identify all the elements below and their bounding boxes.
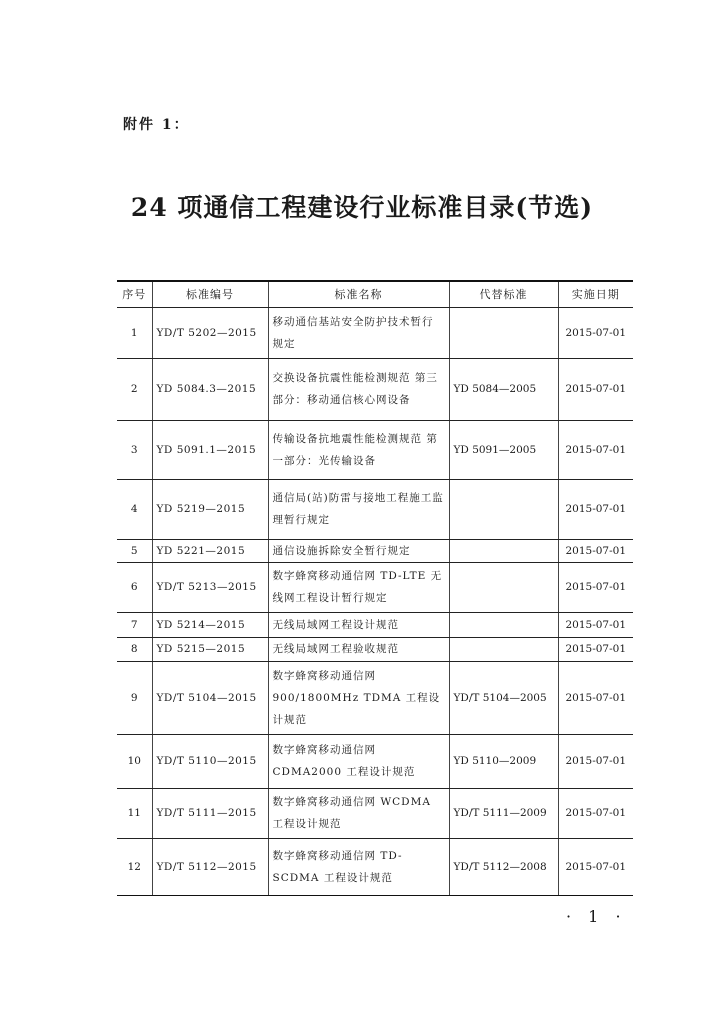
standard-code: YD/T 5202—2015 <box>152 307 268 358</box>
replaced-standard: YD 5084—2005 <box>449 358 558 420</box>
table-row <box>117 734 633 788</box>
header-code: 标准编号 <box>152 281 268 307</box>
replaced-standard <box>449 479 558 539</box>
header-index: 序号 <box>117 281 152 307</box>
header-name: 标准名称 <box>268 281 449 307</box>
replaced-standard: YD/T 5112—2008 <box>449 838 558 895</box>
standard-name: 数字蜂窝移动通信网 900/1800MHz TDMA 工程设计规范 <box>268 661 449 734</box>
standard-name: 数字蜂窝移动通信网 CDMA2000 工程设计规范 <box>268 734 449 788</box>
header-replaces: 代替标准 <box>449 281 558 307</box>
table-row <box>117 612 633 637</box>
table-row <box>117 307 633 358</box>
header-date: 实施日期 <box>558 281 633 307</box>
effective-date: 2015-07-01 <box>558 838 633 895</box>
effective-date: 2015-07-01 <box>558 612 633 637</box>
effective-date: 2015-07-01 <box>558 788 633 838</box>
standard-code: YD/T 5110—2015 <box>152 734 268 788</box>
standard-code: YD/T 5111—2015 <box>152 788 268 838</box>
standard-code: YD 5084.3—2015 <box>152 358 268 420</box>
standard-code: YD 5214—2015 <box>152 612 268 637</box>
standard-code: YD/T 5104—2015 <box>152 661 268 734</box>
effective-date: 2015-07-01 <box>558 358 633 420</box>
table-row <box>117 539 633 562</box>
document-title: 24 项通信工程建设行业标准目录(节选) <box>130 193 594 222</box>
row-index: 1 <box>117 307 152 358</box>
effective-date: 2015-07-01 <box>558 420 633 479</box>
effective-date: 2015-07-01 <box>558 479 633 539</box>
standard-code: YD 5091.1—2015 <box>152 420 268 479</box>
attachment-label: 附件 1： <box>123 117 190 133</box>
table-row <box>117 479 633 539</box>
standard-name: 通信设施拆除安全暂行规定 <box>268 539 449 562</box>
table-row <box>117 838 633 895</box>
table-row <box>117 661 633 734</box>
standard-name: 数字蜂窝移动通信网 WCDMA 工程设计规范 <box>268 788 449 838</box>
effective-date: 2015-07-01 <box>558 562 633 612</box>
effective-date: 2015-07-01 <box>558 539 633 562</box>
standard-name: 数字蜂窝移动通信网 TD-SCDMA 工程设计规范 <box>268 838 449 895</box>
row-index: 9 <box>117 661 152 734</box>
row-index: 10 <box>117 734 152 788</box>
table-row <box>117 637 633 661</box>
row-index: 2 <box>117 358 152 420</box>
row-index: 6 <box>117 562 152 612</box>
replaced-standard <box>449 307 558 358</box>
table-row <box>117 788 633 838</box>
effective-date: 2015-07-01 <box>558 734 633 788</box>
standard-code: YD 5219—2015 <box>152 479 268 539</box>
standard-code: YD 5221—2015 <box>152 539 268 562</box>
table-row <box>117 562 633 612</box>
replaced-standard <box>449 562 558 612</box>
effective-date: 2015-07-01 <box>558 637 633 661</box>
page-number: · 1 · <box>566 907 627 926</box>
replaced-standard: YD/T 5111—2009 <box>449 788 558 838</box>
standard-name: 通信局(站)防雷与接地工程施工监理暂行规定 <box>268 479 449 539</box>
row-index: 12 <box>117 838 152 895</box>
row-index: 11 <box>117 788 152 838</box>
replaced-standard <box>449 637 558 661</box>
table-header-row <box>117 281 633 307</box>
row-index: 4 <box>117 479 152 539</box>
replaced-standard <box>449 612 558 637</box>
replaced-standard: YD 5091—2005 <box>449 420 558 479</box>
row-index: 3 <box>117 420 152 479</box>
standard-name: 数字蜂窝移动通信网 TD-LTE 无线网工程设计暂行规定 <box>268 562 449 612</box>
replaced-standard: YD/T 5104—2005 <box>449 661 558 734</box>
standard-code: YD 5215—2015 <box>152 637 268 661</box>
row-index: 7 <box>117 612 152 637</box>
standard-name: 移动通信基站安全防护技术暂行规定 <box>268 307 449 358</box>
standard-code: YD/T 5112—2015 <box>152 838 268 895</box>
table-row <box>117 420 633 479</box>
standard-name: 无线局域网工程验收规范 <box>268 637 449 661</box>
standards-table <box>117 280 633 896</box>
standard-code: YD/T 5213—2015 <box>152 562 268 612</box>
table-row <box>117 358 633 420</box>
row-index: 5 <box>117 539 152 562</box>
standard-name: 无线局域网工程设计规范 <box>268 612 449 637</box>
standard-name: 传输设备抗地震性能检测规范 第一部分：光传输设备 <box>268 420 449 479</box>
replaced-standard <box>449 539 558 562</box>
effective-date: 2015-07-01 <box>558 307 633 358</box>
effective-date: 2015-07-01 <box>558 661 633 734</box>
replaced-standard: YD 5110—2009 <box>449 734 558 788</box>
standard-name: 交换设备抗震性能检测规范 第三部分：移动通信核心网设备 <box>268 358 449 420</box>
row-index: 8 <box>117 637 152 661</box>
